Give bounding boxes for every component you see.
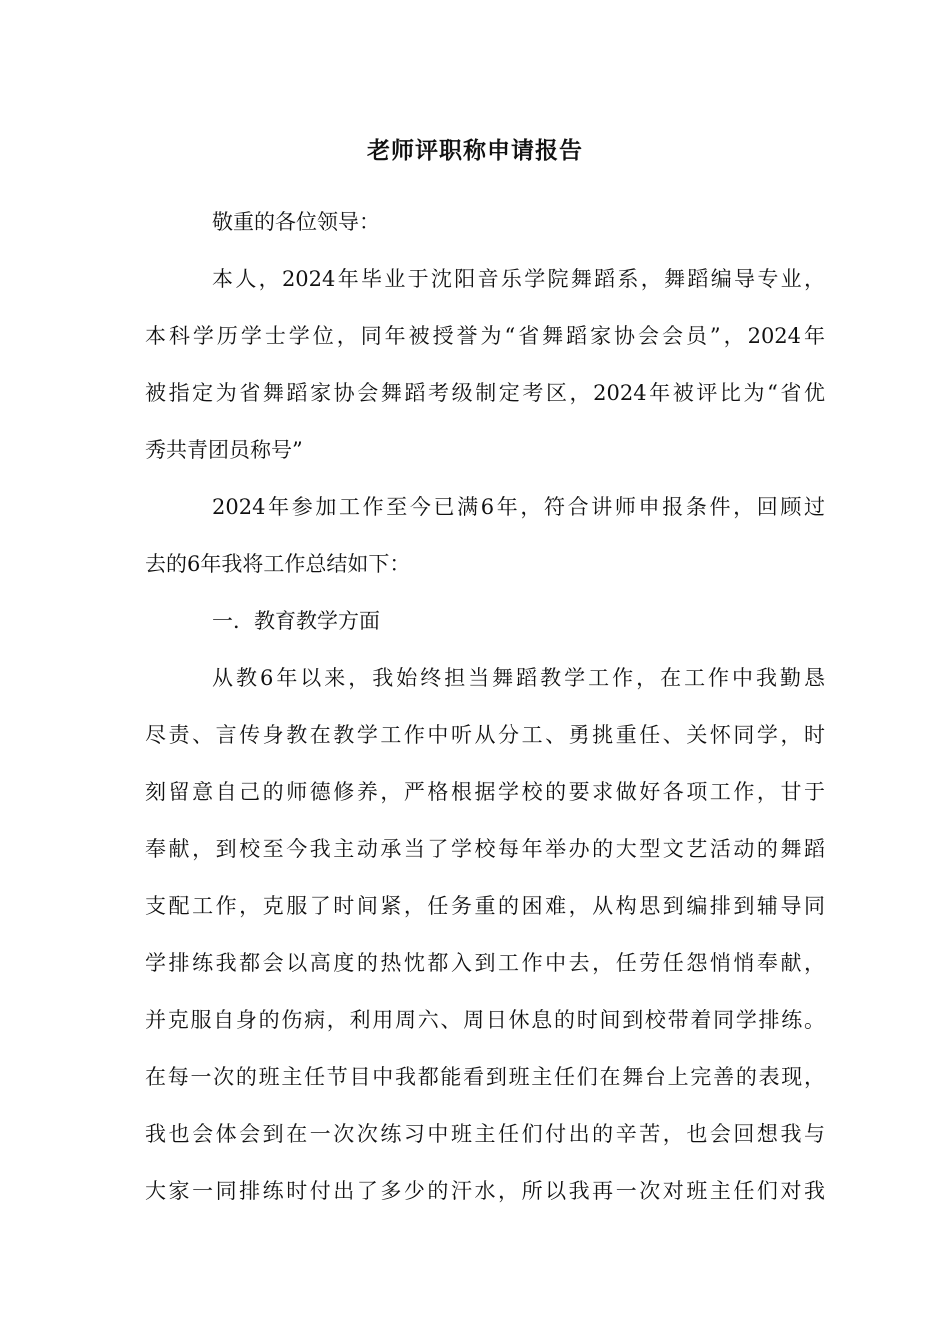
paragraph-line: 我也会体会到在一次次练习中班主任们付出的辛苦，也会回想我与 (145, 1122, 825, 1146)
paragraph-line: 刻留意自己的师德修养，严格根据学校的要求做好各项工作，甘于 (145, 780, 825, 804)
paragraph-line: 本科学历学士学位，同年被授誉为“省舞蹈家协会会员”，2024年 (145, 324, 825, 348)
paragraph-line: 从教6年以来，我始终担当舞蹈教学工作，在工作中我勤恳 (212, 666, 825, 690)
paragraph-line: 秀共青团员称号” (145, 438, 303, 462)
paragraph-line: 尽责、言传身教在教学工作中听从分工、勇挑重任、关怀同学，时 (145, 723, 825, 747)
section-heading: 一．教育教学方面 (212, 609, 380, 633)
paragraph-line: 本人，2024年毕业于沈阳音乐学院舞蹈系，舞蹈编导专业， (212, 267, 825, 291)
paragraph-line: 并克服自身的伤病，利用周六、周日休息的时间到校带着同学排练。 (145, 1008, 825, 1032)
paragraph-line: 大家一同排练时付出了多少的汗水，所以我再一次对班主任们对我 (145, 1179, 825, 1203)
paragraph-line: 学排练我都会以高度的热忱都入到工作中去，任劳任怨悄悄奉献， (145, 951, 825, 975)
paragraph-line: 在每一次的班主任节目中我都能看到班主任们在舞台上完善的表现， (145, 1065, 825, 1089)
document-title: 老师评职称申请报告 (367, 137, 583, 164)
paragraph-line: 被指定为省舞蹈家协会舞蹈考级制定考区，2024年被评比为“省优 (145, 381, 825, 405)
paragraph-line: 支配工作，克服了时间紧，任务重的困难，从构思到编排到辅导同 (145, 894, 825, 918)
paragraph-line: 2024年参加工作至今已满6年，符合讲师申报条件，回顾过 (212, 495, 825, 519)
paragraph-line: 奉献，到校至今我主动承当了学校每年举办的大型文艺活动的舞蹈 (145, 837, 825, 861)
salutation: 敬重的各位领导： (212, 210, 380, 234)
paragraph-line: 去的6年我将工作总结如下： (145, 552, 411, 576)
